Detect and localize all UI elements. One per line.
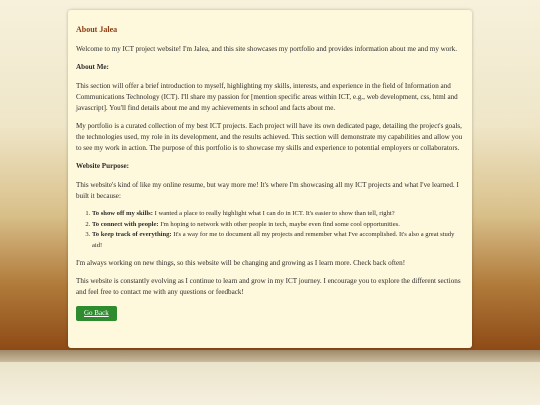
background-footer-area xyxy=(0,362,540,405)
reasons-list xyxy=(76,209,464,251)
reason-item xyxy=(92,230,464,251)
purpose-heading: Website Purpose: xyxy=(76,162,130,170)
about-paragraph: This section will offer a brief introduction to myself, highlighting my skills, interests, and experience in the field of Information and Communications Technology (ICT). I'll share my passion for [mention specific areas within ICT, e.g., web development, css, html and javascript]. You'll find details about me and my achievements in school and facts about me. xyxy=(76,82,458,112)
portfolio-paragraph: My portfolio is a curated collection of my best ICT projects. Each project will have its own dedicated page, detailing the project's goals, the technologies used, my role in its development, and the results achieved. This section will demonstrate my capabilities and allow you to see my work in action. The purpose of this portfolio is to showcase my skills and experience to potential employers or collaborators. xyxy=(76,122,463,152)
page-title: About Jalea xyxy=(76,25,118,34)
reason-label: To show off my skills: xyxy=(92,210,153,217)
go-back-button[interactable]: Go Back xyxy=(76,306,117,321)
closing-paragraph: This website is constantly evolving as I continue to learn and grow in my ICT journey. I encourage you to explore the different sections and feel free to contact me with any questions or feedback! xyxy=(76,277,461,296)
about-card xyxy=(68,10,472,348)
about-heading: About Me: xyxy=(76,63,109,71)
working-paragraph: I'm always working on new things, so this website will be changing and growing as I learn more. Check back often! xyxy=(76,259,406,267)
background-band xyxy=(0,350,540,362)
reason-label: To connect with people: xyxy=(92,220,159,228)
reason-item xyxy=(92,209,464,220)
reason-text: I'm hoping to network with other people in tech, maybe even find some cool opportunities. xyxy=(158,220,400,228)
reason-label: To keep track of everything: xyxy=(92,231,172,238)
purpose-paragraph: This website's kind of like my online resume, but way more me! It's where I'm showcasing all my ICT projects and what I've learned. I built it because: xyxy=(76,181,459,200)
reason-item xyxy=(92,220,464,231)
reason-text: It's a way for me to document all my projects and remember what I've accomplished. It's also a great study aid! xyxy=(92,231,455,249)
intro-paragraph: Welcome to my ICT project website! I'm Jalea, and this site showcases my portfolio and provides information about me and my work. xyxy=(76,45,457,53)
reason-text: I wanted a place to really highlight what I can do in ICT. It's easier to show than tell, right? xyxy=(152,210,395,217)
